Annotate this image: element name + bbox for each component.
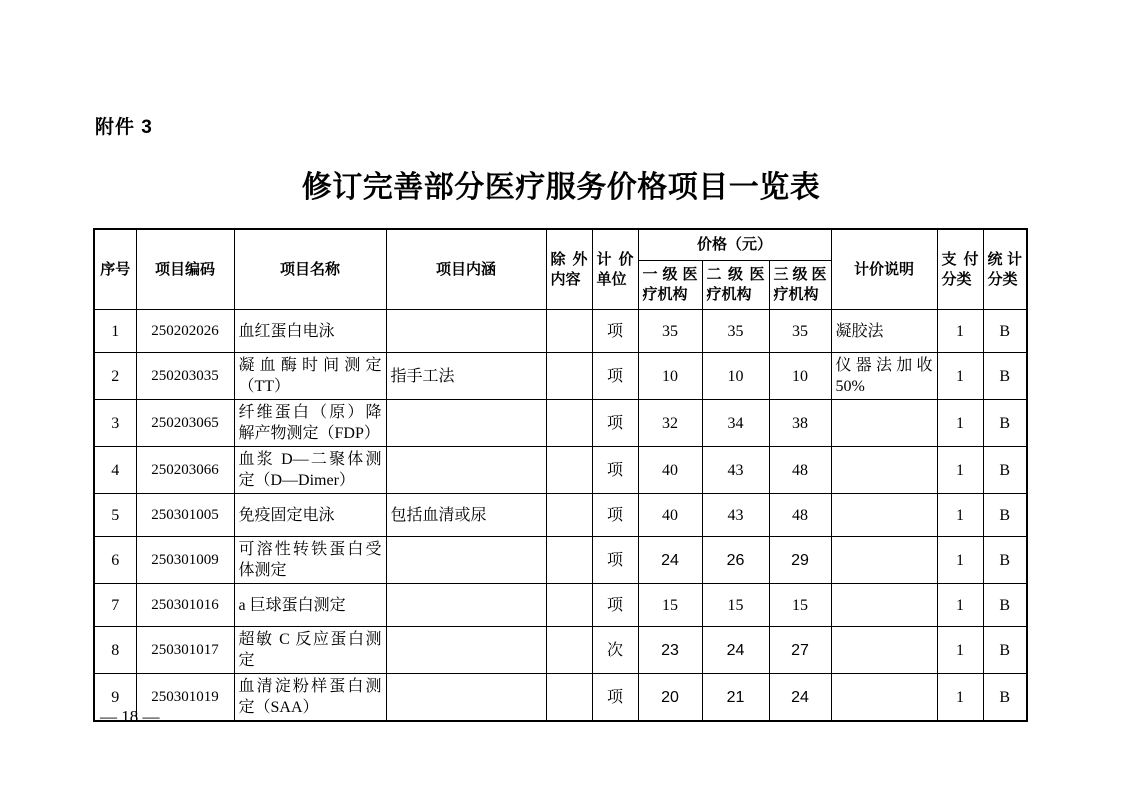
cell-p2: 43 [702,447,769,494]
cell-p3: 27 [769,627,831,674]
cell-content [386,400,546,447]
table-row [94,674,1027,722]
cell-exclusion [546,494,592,537]
cell-stat: B [983,627,1027,674]
cell-p3: 15 [769,584,831,627]
cell-exclusion [546,584,592,627]
cell-content [386,537,546,584]
cell-code: 250301019 [136,674,234,722]
cell-pay: 1 [937,627,983,674]
cell-seq: 3 [94,400,136,447]
cell-p1: 20 [638,674,702,722]
cell-p2: 10 [702,353,769,400]
cell-code: 250301005 [136,494,234,537]
table-row [94,627,1027,674]
cell-note [831,537,937,584]
cell-content [386,310,546,353]
table-row [94,353,1027,400]
cell-p1: 15 [638,584,702,627]
cell-stat: B [983,584,1027,627]
cell-code: 250301016 [136,584,234,627]
cell-stat: B [983,494,1027,537]
header-stat-class: 统计分类 [983,229,1027,310]
cell-name: 血浆 D—二聚体测定（D—Dimer） [234,447,386,494]
cell-seq: 2 [94,353,136,400]
cell-unit: 项 [592,400,638,447]
cell-code: 250301017 [136,627,234,674]
cell-name: 纤维蛋白（原）降解产物测定（FDP） [234,400,386,447]
cell-stat: B [983,674,1027,722]
cell-seq: 5 [94,494,136,537]
cell-unit: 项 [592,494,638,537]
cell-exclusion [546,353,592,400]
header-code: 项目编码 [136,229,234,310]
cell-content [386,447,546,494]
cell-p1: 23 [638,627,702,674]
header-price-level2: 二级医疗机构 [702,261,769,310]
cell-exclusion [546,674,592,722]
cell-note [831,584,937,627]
header-seq: 序号 [94,229,136,310]
cell-note [831,674,937,722]
cell-name: a 巨球蛋白测定 [234,584,386,627]
attachment-label: 附件 3 [95,117,153,138]
cell-name: 免疫固定电泳 [234,494,386,537]
cell-pay: 1 [937,537,983,584]
table-row [94,584,1027,627]
cell-p2: 15 [702,584,769,627]
header-note: 计价说明 [831,229,937,310]
cell-content [386,627,546,674]
cell-note [831,627,937,674]
cell-stat: B [983,537,1027,584]
cell-code: 250203066 [136,447,234,494]
page-number: — 18 — [100,707,160,726]
cell-seq: 6 [94,537,136,584]
cell-code: 250202026 [136,310,234,353]
cell-content: 指手工法 [386,353,546,400]
cell-stat: B [983,353,1027,400]
cell-code: 250301009 [136,537,234,584]
cell-note [831,494,937,537]
cell-p1: 10 [638,353,702,400]
cell-p1: 32 [638,400,702,447]
cell-name: 血红蛋白电泳 [234,310,386,353]
cell-pay: 1 [937,494,983,537]
cell-unit: 项 [592,447,638,494]
header-content: 项目内涵 [386,229,546,310]
cell-p3: 24 [769,674,831,722]
header-unit: 计价单位 [592,229,638,310]
cell-pay: 1 [937,674,983,722]
cell-unit: 次 [592,627,638,674]
table-row [94,447,1027,494]
cell-exclusion [546,400,592,447]
cell-stat: B [983,310,1027,353]
cell-seq: 8 [94,627,136,674]
cell-unit: 项 [592,537,638,584]
cell-name: 凝血酶时间测定（TT） [234,353,386,400]
cell-seq: 4 [94,447,136,494]
cell-note [831,400,937,447]
cell-seq: 9 [94,674,136,722]
table-row [94,400,1027,447]
cell-note: 凝胶法 [831,310,937,353]
cell-name: 超敏 C 反应蛋白测定 [234,627,386,674]
header-price-group: 价格（元） [638,229,831,261]
table-body [94,310,1027,722]
table-row [94,494,1027,537]
cell-p2: 43 [702,494,769,537]
cell-p1: 40 [638,494,702,537]
cell-content: 包括血清或尿 [386,494,546,537]
cell-note: 仪器法加收50% [831,353,937,400]
cell-exclusion [546,447,592,494]
cell-p2: 35 [702,310,769,353]
header-price-level1: 一级医疗机构 [638,261,702,310]
cell-pay: 1 [937,353,983,400]
price-table [93,228,1028,722]
cell-p3: 48 [769,494,831,537]
cell-p2: 24 [702,627,769,674]
cell-exclusion [546,537,592,584]
header-price-level3: 三级医疗机构 [769,261,831,310]
cell-p2: 34 [702,400,769,447]
cell-stat: B [983,400,1027,447]
cell-pay: 1 [937,584,983,627]
header-pay-class: 支付分类 [937,229,983,310]
cell-unit: 项 [592,353,638,400]
cell-p2: 21 [702,674,769,722]
cell-p2: 26 [702,537,769,584]
cell-p3: 48 [769,447,831,494]
cell-name: 可溶性转铁蛋白受体测定 [234,537,386,584]
table-row [94,310,1027,353]
cell-exclusion [546,310,592,353]
cell-p1: 24 [638,537,702,584]
cell-code: 250203065 [136,400,234,447]
cell-code: 250203035 [136,353,234,400]
header-name: 项目名称 [234,229,386,310]
cell-exclusion [546,627,592,674]
header-row-1 [94,229,1027,261]
cell-content [386,584,546,627]
cell-content [386,674,546,722]
cell-p3: 29 [769,537,831,584]
cell-unit: 项 [592,674,638,722]
cell-p3: 35 [769,310,831,353]
cell-pay: 1 [937,310,983,353]
table-row [94,537,1027,584]
cell-p3: 38 [769,400,831,447]
cell-p1: 35 [638,310,702,353]
cell-note [831,447,937,494]
table-header [94,229,1027,310]
cell-name: 血清淀粉样蛋白测定（SAA） [234,674,386,722]
cell-stat: B [983,447,1027,494]
cell-p3: 10 [769,353,831,400]
page-title: 修订完善部分医疗服务价格项目一览表 [301,171,821,204]
cell-pay: 1 [937,447,983,494]
cell-pay: 1 [937,400,983,447]
cell-unit: 项 [592,310,638,353]
cell-seq: 7 [94,584,136,627]
cell-unit: 项 [592,584,638,627]
cell-p1: 40 [638,447,702,494]
cell-seq: 1 [94,310,136,353]
header-exclusion: 除外内容 [546,229,592,310]
